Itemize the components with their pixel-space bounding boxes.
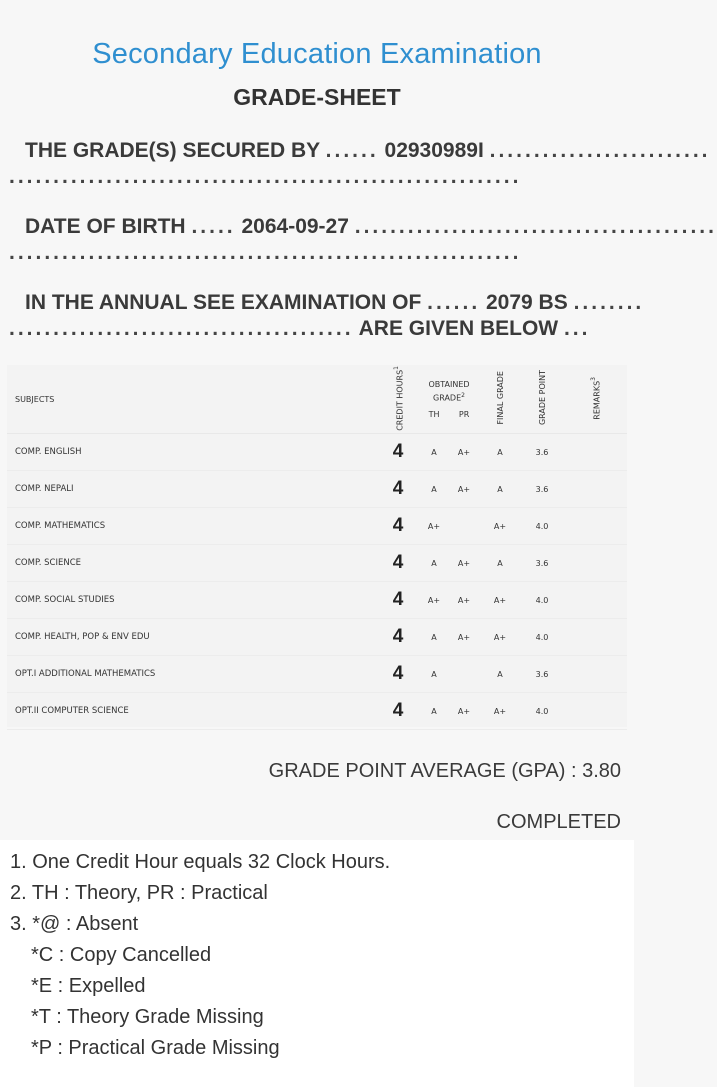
pr-grade-cell: A+: [449, 545, 479, 582]
exam-line: [25, 290, 645, 316]
header-credit-hours-label: CREDIT HOURS$^1$: [392, 365, 405, 431]
pr-grade-cell: [449, 656, 479, 693]
table-row: [7, 434, 627, 471]
remarks-cell: [563, 582, 627, 619]
note-item: 1. One Credit Hour equals 32 Clock Hours.: [10, 851, 391, 873]
grade-point-cell: 3.6: [521, 545, 563, 582]
table-row: [7, 545, 627, 582]
table-row: [7, 619, 627, 656]
grade-point-cell: 3.6: [521, 471, 563, 508]
th-grade-cell: A: [419, 693, 449, 730]
table-row: [7, 471, 627, 508]
grade-point-cell: 3.6: [521, 434, 563, 471]
status-label: COMPLETED: [496, 811, 621, 833]
credit-cell: 4: [377, 545, 419, 582]
final-grade-cell: A: [479, 545, 521, 582]
dot-leader: ......: [427, 291, 481, 314]
dot-leader: ......: [325, 139, 379, 162]
table-row: [7, 693, 627, 730]
subject-cell: COMP. MATHEMATICS: [7, 508, 377, 545]
header-th: TH: [428, 409, 440, 419]
dot-leader: .........................................: [354, 215, 717, 238]
dob-value: 2064-09-27: [241, 215, 349, 238]
final-grade-cell: A: [479, 656, 521, 693]
credit-cell: 4: [377, 434, 419, 471]
remarks-cell: [563, 508, 627, 545]
final-grade-cell: A+: [479, 693, 521, 730]
exam-label: IN THE ANNUAL SEE EXAMINATION OF: [25, 291, 422, 314]
grade-point-cell: 4.0: [521, 508, 563, 545]
secured-by-line: [25, 138, 711, 164]
notes-panel: [0, 840, 634, 1087]
pr-grade-cell: A+: [449, 693, 479, 730]
subject-cell: COMP. SOCIAL STUDIES: [7, 582, 377, 619]
table-header-row: [7, 365, 627, 434]
header-pr: PR: [458, 409, 470, 419]
pr-grade-cell: A+: [449, 471, 479, 508]
page-title: Secondary Education Examination: [92, 38, 542, 70]
dot-leader: ........: [573, 291, 645, 314]
final-grade-cell: A+: [479, 619, 521, 656]
table-row: [7, 656, 627, 693]
exam-value: 2079 BS: [486, 291, 568, 314]
given-below-label: ARE GIVEN BELOW: [358, 317, 559, 340]
pr-grade-cell: [449, 508, 479, 545]
credit-cell: 4: [377, 619, 419, 656]
credit-cell: 4: [377, 471, 419, 508]
credit-cell: 4: [377, 656, 419, 693]
note-item: *P : Practical Grade Missing: [31, 1037, 280, 1059]
header-subjects: [7, 365, 377, 434]
header-grade-point-label: GRADE POINT: [537, 370, 547, 426]
grade-point-cell: 3.6: [521, 656, 563, 693]
header-remarks-label: REMARKS$^3$: [589, 376, 602, 420]
grade-point-cell: 4.0: [521, 619, 563, 656]
th-grade-cell: A: [419, 471, 449, 508]
dot-leader-line: ..........................................................: [9, 165, 522, 188]
grade-table-container: [7, 365, 627, 727]
header-obtained-label: OBTAINED GRADE$^2$: [428, 380, 470, 403]
th-grade-cell: A: [419, 545, 449, 582]
remarks-cell: [563, 693, 627, 730]
dot-leader: ...: [563, 317, 591, 340]
given-below-line: [9, 316, 629, 342]
dob-label: DATE OF BIRTH: [25, 215, 186, 238]
credit-cell: 4: [377, 582, 419, 619]
subject-cell: OPT.I ADDITIONAL MATHEMATICS: [7, 656, 377, 693]
dob-line: [25, 214, 717, 240]
note-item: *C : Copy Cancelled: [31, 944, 212, 966]
header-remarks: [563, 365, 627, 434]
header-subjects-label: SUBJECTS: [15, 394, 55, 404]
credit-cell: 4: [377, 508, 419, 545]
gpa-summary: GRADE POINT AVERAGE (GPA) : 3.80: [268, 760, 621, 782]
note-item: *T : Theory Grade Missing: [31, 1006, 264, 1028]
subject-cell: COMP. HEALTH, POP & ENV EDU: [7, 619, 377, 656]
table-row: [7, 508, 627, 545]
grade-table: [7, 365, 627, 730]
th-grade-cell: A+: [419, 508, 449, 545]
subject-cell: COMP. NEPALI: [7, 471, 377, 508]
note-item: *E : Expelled: [31, 975, 146, 997]
grade-point-cell: 4.0: [521, 582, 563, 619]
note-item: 3. *@ : Absent: [10, 913, 139, 935]
subject-cell: COMP. ENGLISH: [7, 434, 377, 471]
th-grade-cell: A+: [419, 582, 449, 619]
header-grade-point: [521, 365, 563, 434]
pr-grade-cell: A+: [449, 434, 479, 471]
table-row: [7, 582, 627, 619]
dot-leader: .....: [191, 215, 236, 238]
header-credit-hours: [377, 365, 419, 434]
grade-point-cell: 4.0: [521, 693, 563, 730]
remarks-cell: [563, 471, 627, 508]
final-grade-cell: A+: [479, 508, 521, 545]
subject-cell: OPT.II COMPUTER SCIENCE: [7, 693, 377, 730]
pr-grade-cell: A+: [449, 582, 479, 619]
remarks-cell: [563, 545, 627, 582]
final-grade-cell: A: [479, 434, 521, 471]
remarks-cell: [563, 656, 627, 693]
header-final-grade-label: FINAL GRADE: [495, 371, 505, 425]
dot-leader-line: ..........................................................: [9, 241, 522, 264]
page-subtitle: GRADE-SHEET: [233, 84, 401, 110]
credit-cell: 4: [377, 693, 419, 730]
remarks-cell: [563, 434, 627, 471]
pr-grade-cell: A+: [449, 619, 479, 656]
final-grade-cell: A: [479, 471, 521, 508]
header-obtained-grade: [419, 365, 479, 434]
header-final-grade: [479, 365, 521, 434]
remarks-cell: [563, 619, 627, 656]
subject-cell: COMP. SCIENCE: [7, 545, 377, 582]
dot-leader: .........................: [489, 139, 711, 162]
th-grade-cell: A: [419, 656, 449, 693]
secured-by-value: 02930989I: [384, 139, 484, 162]
dot-leader: .......................................: [9, 317, 354, 340]
th-grade-cell: A: [419, 619, 449, 656]
final-grade-cell: A+: [479, 582, 521, 619]
th-grade-cell: A: [419, 434, 449, 471]
secured-by-label: THE GRADE(S) SECURED BY: [25, 139, 320, 162]
note-item: 2. TH : Theory, PR : Practical: [10, 882, 268, 904]
